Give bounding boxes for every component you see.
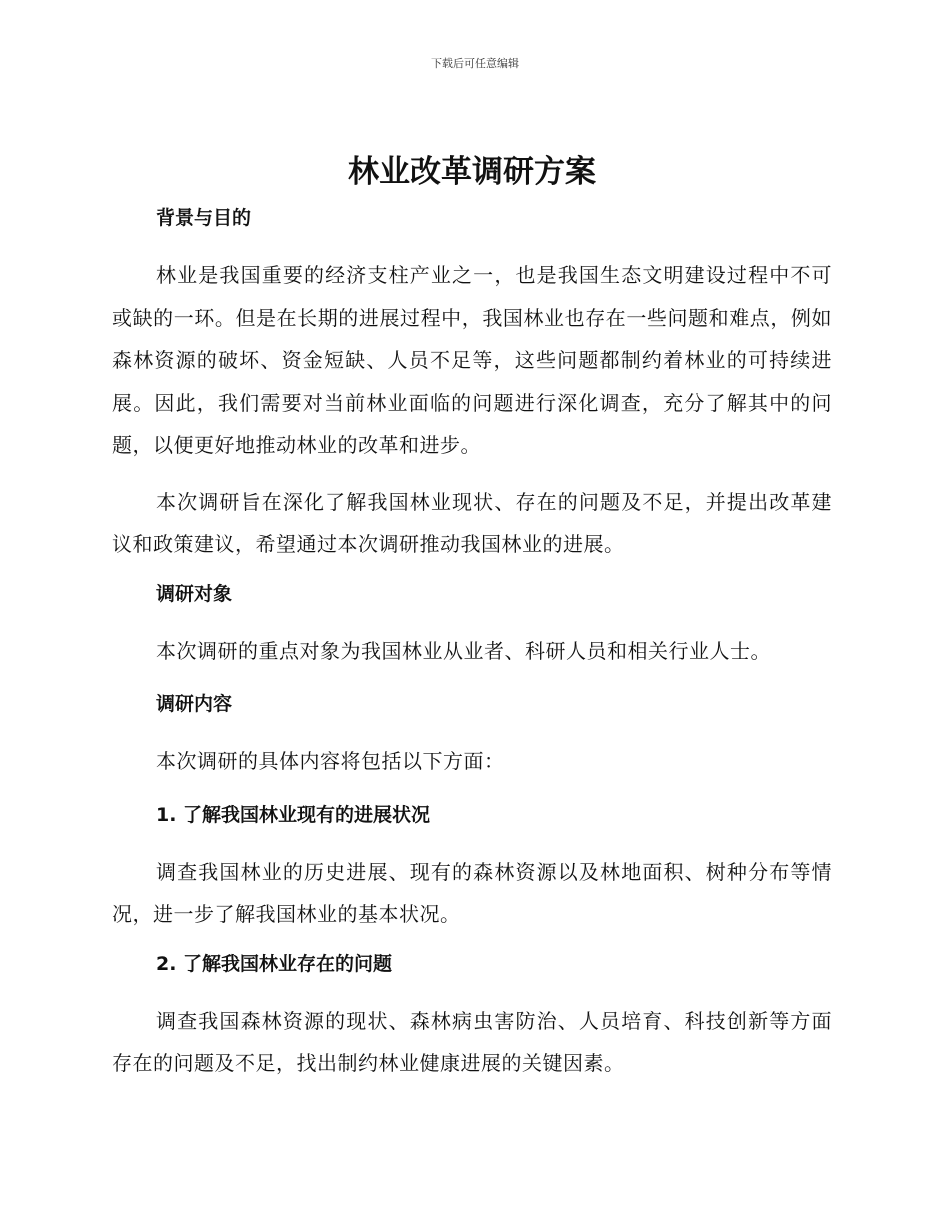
paragraph-item-2: 调查我国森林资源的现状、森林病虫害防治、人员培育、科技创新等方面存在的问题及不足，找出制约林业健康进展的关键因素。 — [112, 1008, 832, 1075]
paragraph-background-1: 林业是我国重要的经济支柱产业之一，也是我国生态文明建设过程中不可或缺的一环。但是在长期的进展过程中，我国林业也存在一些问题和难点，例如森林资源的破坏、资金短缺、人员不足等，这些问题都制约着林业的可持续进展。因此，我们需要对当前林业面临的问题进行深化调查，充分了解其中的问题，以便更好地推动林业的改革和进步。 — [112, 263, 832, 457]
paragraph-item-1: 调查我国林业的历史进展、现有的森林资源以及林地面积、树种分布等情况，进一步了解我国林业的基本状况。 — [112, 859, 832, 926]
paragraph-objects: 本次调研的重点对象为我国林业从业者、科研人员和相关行业人士。 — [156, 638, 771, 663]
heading-content: 调研内容 — [156, 693, 233, 715]
heading-item-1: 1. 了解我国林业现有的进展状况 — [156, 803, 431, 826]
header-note: 下载后可任意编辑 — [431, 57, 519, 70]
heading-objects: 调研对象 — [156, 582, 233, 605]
heading-item-2: 2. 了解我国林业存在的问题 — [156, 952, 393, 975]
heading-background: 背景与目的 — [156, 207, 252, 229]
paragraph-background-2: 本次调研旨在深化了解我国林业现状、存在的问题及不足，并提出改革建议和政策建议，希望通过本次调研推动我国林业的进展。 — [112, 489, 832, 556]
paragraph-content: 本次调研的具体内容将包括以下方面： — [156, 749, 505, 773]
document-title: 林业改革调研方案 — [348, 154, 596, 190]
document-body — [112, 150, 832, 1099]
